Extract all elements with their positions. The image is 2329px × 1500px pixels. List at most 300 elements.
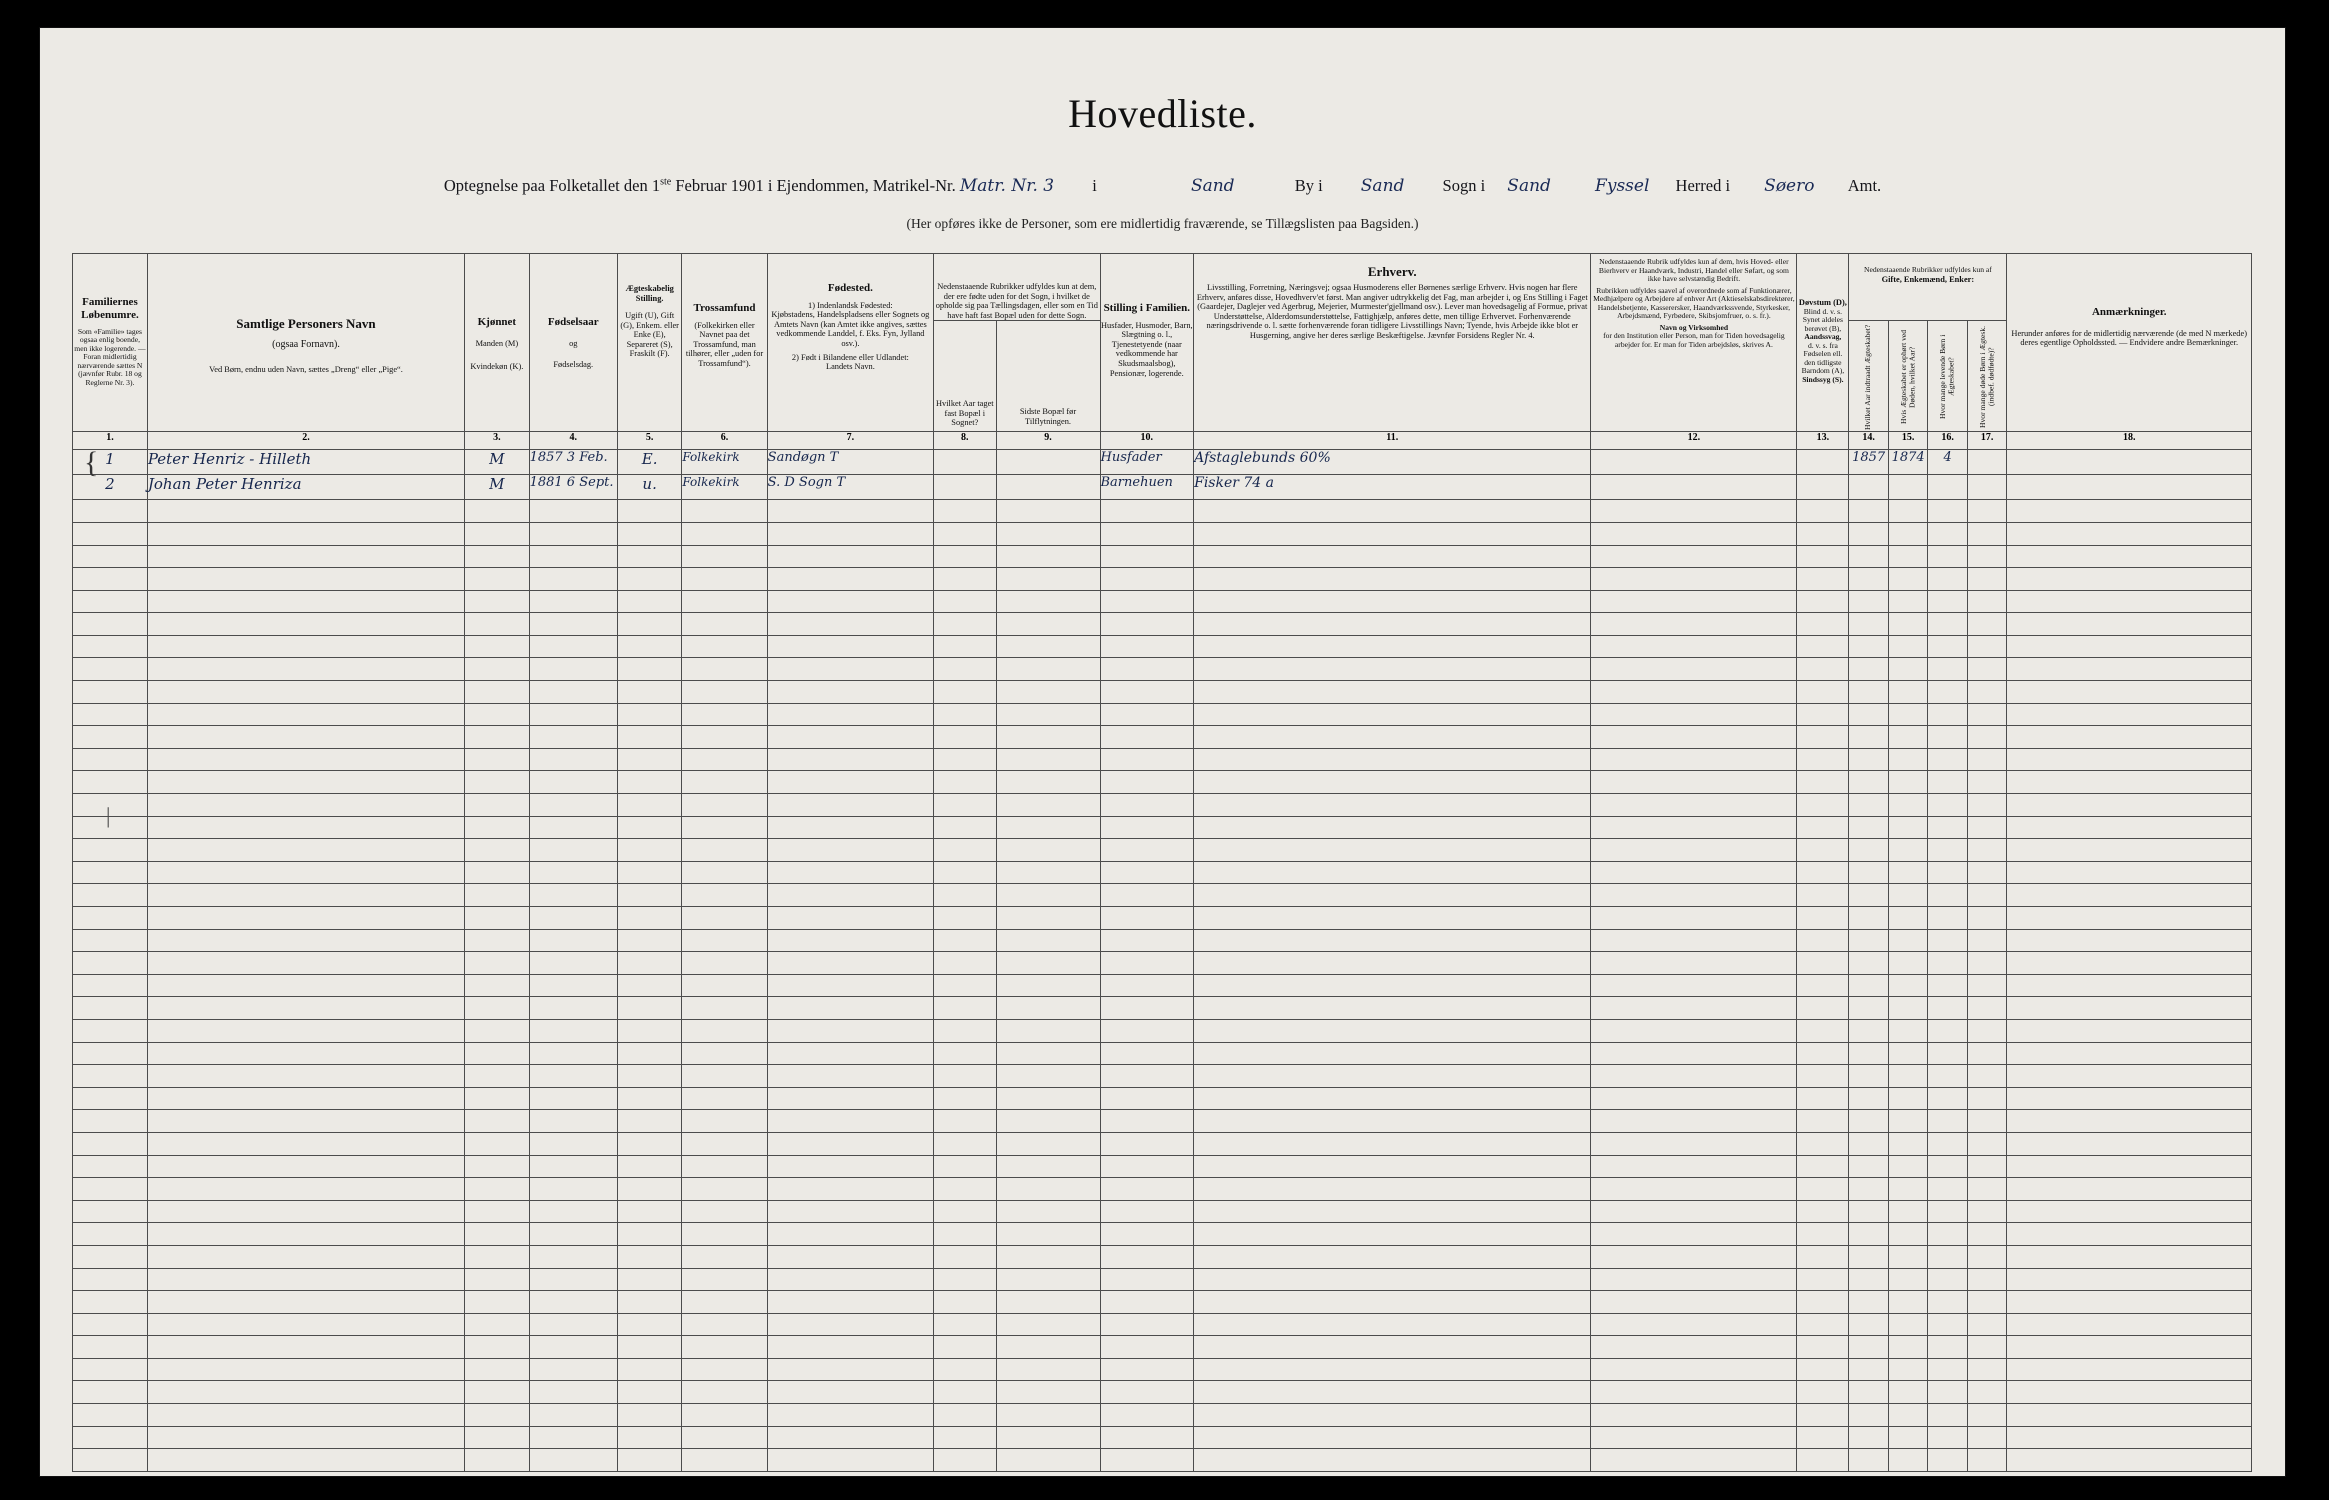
blank-cell	[1591, 568, 1797, 591]
blank-cell	[682, 1019, 767, 1042]
blank-cell	[73, 726, 148, 749]
subtitle-mid: Februar 1901 i Ejendommen, Matrikel-Nr.	[675, 176, 956, 195]
blank-cell	[2007, 884, 2252, 907]
blank-cell	[529, 1132, 617, 1155]
blank-row	[73, 1200, 2252, 1223]
blank-cell	[767, 1313, 933, 1336]
blank-cell	[2007, 1336, 2252, 1359]
blank-row	[73, 1336, 2252, 1359]
blank-cell	[1194, 1245, 1591, 1268]
blank-cell	[934, 590, 996, 613]
subtitle-byi: By i	[1294, 176, 1323, 195]
blank-cell	[1849, 1245, 1889, 1268]
blank-cell	[1591, 884, 1797, 907]
blank-cell	[1100, 1313, 1194, 1336]
blank-cell	[996, 1178, 1100, 1201]
blank-cell	[73, 1449, 148, 1472]
blank-row	[73, 1268, 2252, 1291]
blank-cell	[996, 997, 1100, 1020]
blank-row	[73, 1291, 2252, 1314]
col-header-4: Fødselsaar og Fødselsdag.	[529, 254, 617, 432]
blank-cell	[147, 748, 464, 771]
blank-cell	[2007, 1291, 2252, 1314]
blank-cell	[529, 839, 617, 862]
blank-cell	[1888, 884, 1928, 907]
blank-cell	[529, 1358, 617, 1381]
blank-cell	[1591, 1155, 1797, 1178]
blank-cell	[1194, 839, 1591, 862]
blank-cell	[465, 1178, 529, 1201]
blank-cell	[1591, 613, 1797, 636]
row-year-moved	[934, 475, 996, 500]
blank-cell	[1888, 1245, 1928, 1268]
row-name: Peter Henriz - Hilleth	[147, 450, 464, 475]
row-marriage-year	[1849, 475, 1889, 500]
blank-cell	[1591, 1087, 1797, 1110]
blank-cell	[767, 1178, 933, 1201]
blank-cell	[1888, 613, 1928, 636]
blank-cell	[1888, 794, 1928, 817]
colnum-9: 9.	[996, 432, 1100, 450]
blank-cell	[1928, 997, 1968, 1020]
blank-cell	[1849, 1404, 1889, 1427]
blank-cell	[1928, 748, 1968, 771]
blank-cell	[1888, 952, 1928, 975]
blank-cell	[1100, 907, 1194, 930]
blank-cell	[1194, 1155, 1591, 1178]
blank-row	[73, 1087, 2252, 1110]
blank-cell	[529, 1065, 617, 1088]
page-title: Hovedliste.	[1068, 91, 1257, 136]
blank-cell	[1928, 771, 1968, 794]
blank-cell	[1967, 1291, 2007, 1314]
blank-cell	[1967, 568, 2007, 591]
blank-cell	[682, 748, 767, 771]
blank-cell	[682, 907, 767, 930]
blank-cell	[465, 703, 529, 726]
blank-cell	[1591, 658, 1797, 681]
blank-row	[73, 748, 2252, 771]
blank-cell	[767, 1404, 933, 1427]
blank-cell	[465, 1019, 529, 1042]
blank-cell	[73, 839, 148, 862]
blank-row	[73, 929, 2252, 952]
blank-cell	[1591, 590, 1797, 613]
blank-cell	[73, 681, 148, 704]
blank-cell	[1797, 952, 1849, 975]
blank-cell	[147, 839, 464, 862]
col-header-6: Trossamfund (Folkekirken eller Navnet paa det Trossamfund, man tilhører, eller „uden for Trossamfund“).	[682, 254, 767, 432]
blank-cell	[1888, 1223, 1928, 1246]
blank-cell	[1100, 1268, 1194, 1291]
blank-cell	[1928, 929, 1968, 952]
blank-cell	[934, 545, 996, 568]
blank-cell	[1849, 816, 1889, 839]
blank-cell	[1194, 1268, 1591, 1291]
blank-cell	[996, 1358, 1100, 1381]
blank-cell	[767, 1019, 933, 1042]
col-header-1417-intro: Nedenstaaende Rubrikker udfyldes kun af Gifte, Enkemænd, Enker:	[1849, 254, 2007, 321]
blank-cell	[465, 1223, 529, 1246]
blank-cell	[682, 726, 767, 749]
blank-cell	[934, 1291, 996, 1314]
blank-cell	[1888, 500, 1928, 523]
blank-cell	[617, 1042, 681, 1065]
blank-cell	[767, 1042, 933, 1065]
blank-cell	[1100, 635, 1194, 658]
blank-cell	[996, 613, 1100, 636]
blank-cell	[529, 1291, 617, 1314]
blank-cell	[147, 703, 464, 726]
blank-cell	[2007, 997, 2252, 1020]
blank-cell	[767, 907, 933, 930]
blank-cell	[1928, 590, 1968, 613]
blank-cell	[1928, 1336, 1968, 1359]
blank-cell	[1967, 545, 2007, 568]
blank-cell	[682, 500, 767, 523]
blank-cell	[529, 861, 617, 884]
blank-row	[73, 545, 2252, 568]
blank-cell	[1194, 929, 1591, 952]
col-header-7: Fødested. 1) Indenlandsk Fødested: Kjøbstadens, Handelspladsens eller Sognets og Amtets Navn (kan Amtet ikke angives, sættes vedkommende Landdel, f. Eks. Fyn, Jylland osv.). 2) Født i Bilandene eller Udlandet: Landets Navn.	[767, 254, 933, 432]
blank-cell	[465, 1132, 529, 1155]
blank-cell	[1797, 522, 1849, 545]
blank-cell	[1967, 681, 2007, 704]
blank-cell	[682, 613, 767, 636]
blank-cell	[767, 1336, 933, 1359]
blank-cell	[767, 1426, 933, 1449]
blank-cell	[529, 1042, 617, 1065]
blank-cell	[682, 997, 767, 1020]
blank-cell	[996, 1404, 1100, 1427]
blank-cell	[529, 794, 617, 817]
blank-cell	[682, 1200, 767, 1223]
blank-cell	[147, 1087, 464, 1110]
blank-cell	[2007, 500, 2252, 523]
blank-cell	[934, 681, 996, 704]
blank-cell	[1928, 1426, 1968, 1449]
blank-cell	[1100, 522, 1194, 545]
blank-cell	[767, 1200, 933, 1223]
blank-cell	[1849, 1110, 1889, 1133]
blank-cell	[996, 1245, 1100, 1268]
blank-cell	[1967, 1245, 2007, 1268]
blank-cell	[73, 1426, 148, 1449]
blank-cell	[1888, 974, 1928, 997]
blank-cell	[529, 907, 617, 930]
blank-cell	[73, 613, 148, 636]
blank-cell	[1591, 1336, 1797, 1359]
blank-cell	[2007, 1042, 2252, 1065]
blank-cell	[996, 1132, 1100, 1155]
blank-cell	[767, 929, 933, 952]
blank-row	[73, 952, 2252, 975]
blank-cell	[682, 1358, 767, 1381]
blank-cell	[1967, 1358, 2007, 1381]
blank-cell	[1100, 1426, 1194, 1449]
blank-cell	[529, 635, 617, 658]
blank-cell	[1591, 1132, 1797, 1155]
blank-cell	[682, 952, 767, 975]
blank-cell	[1849, 861, 1889, 884]
blank-cell	[1194, 568, 1591, 591]
blank-cell	[1888, 1065, 1928, 1088]
blank-cell	[934, 997, 996, 1020]
blank-row	[73, 1245, 2252, 1268]
blank-cell	[1928, 1291, 1968, 1314]
blank-cell	[1888, 568, 1928, 591]
blank-cell	[2007, 1426, 2252, 1449]
blank-cell	[529, 522, 617, 545]
blank-cell	[1967, 1155, 2007, 1178]
blank-cell	[996, 1155, 1100, 1178]
col-header-14: Hvilket Aar indtraadt Ægteskabet?	[1849, 321, 1889, 432]
blank-cell	[1849, 1291, 1889, 1314]
blank-cell	[465, 590, 529, 613]
blank-cell	[996, 1110, 1100, 1133]
blank-cell	[1194, 1336, 1591, 1359]
blank-cell	[465, 613, 529, 636]
blank-cell	[1888, 681, 1928, 704]
blank-cell	[617, 658, 681, 681]
row-employer	[1591, 450, 1797, 475]
blank-cell	[465, 1065, 529, 1088]
blank-cell	[1194, 952, 1591, 975]
blank-cell	[1797, 658, 1849, 681]
blank-cell	[2007, 568, 2252, 591]
blank-cell	[1967, 907, 2007, 930]
blank-cell	[1797, 726, 1849, 749]
blank-cell	[682, 1268, 767, 1291]
blank-cell	[996, 635, 1100, 658]
blank-cell	[767, 1223, 933, 1246]
blank-cell	[934, 703, 996, 726]
blank-cell	[1194, 1223, 1591, 1246]
blank-cell	[1100, 568, 1194, 591]
blank-cell	[1967, 1336, 2007, 1359]
blank-cell	[2007, 771, 2252, 794]
blank-cell	[1888, 1313, 1928, 1336]
blank-cell	[1888, 1426, 1928, 1449]
blank-cell	[934, 1042, 996, 1065]
blank-cell	[767, 1110, 933, 1133]
blank-cell	[1591, 952, 1797, 975]
blank-cell	[617, 884, 681, 907]
blank-cell	[1888, 771, 1928, 794]
blank-cell	[1591, 771, 1797, 794]
blank-cell	[617, 635, 681, 658]
blank-cell	[1591, 1245, 1797, 1268]
blank-cell	[73, 997, 148, 1020]
blank-cell	[147, 861, 464, 884]
blank-cell	[147, 681, 464, 704]
blank-cell	[1100, 1110, 1194, 1133]
blank-cell	[1967, 997, 2007, 1020]
blank-cell	[529, 1155, 617, 1178]
blank-cell	[1849, 1223, 1889, 1246]
blank-cell	[1100, 1155, 1194, 1178]
blank-cell	[529, 997, 617, 1020]
blank-cell	[73, 748, 148, 771]
blank-cell	[1888, 1449, 1928, 1472]
blank-cell	[1967, 635, 2007, 658]
blank-cell	[1797, 635, 1849, 658]
blank-cell	[529, 748, 617, 771]
blank-cell	[934, 1200, 996, 1223]
blank-cell	[617, 590, 681, 613]
blank-cell	[465, 884, 529, 907]
blank-cell	[1928, 952, 1968, 975]
blank-cell	[996, 726, 1100, 749]
by-handwritten: Sand	[1360, 176, 1405, 196]
blank-cell	[996, 861, 1100, 884]
blank-cell	[682, 816, 767, 839]
blank-cell	[617, 1019, 681, 1042]
colnum-1: 1.	[73, 432, 148, 450]
blank-cell	[682, 1313, 767, 1336]
blank-cell	[767, 1358, 933, 1381]
blank-cell	[529, 1449, 617, 1472]
row-children-living	[1928, 475, 1968, 500]
blank-cell	[465, 635, 529, 658]
blank-cell	[1100, 1178, 1194, 1201]
blank-cell	[934, 1426, 996, 1449]
blank-cell	[996, 500, 1100, 523]
col-header-9: Sidste Bopæl før Tilflytningen.	[996, 321, 1100, 432]
blank-cell	[147, 1155, 464, 1178]
col-header-1: Familiernes Løbenumre. Som «Familie» tages ogsaa enlig boende, men ikke logerende. — Foran midlertidig nærværende sættes N (jævnfør Rubr. 18 og Reglerne Nr. 3).	[73, 254, 148, 432]
blank-cell	[934, 1449, 996, 1472]
blank-cell	[73, 1404, 148, 1427]
blank-cell	[1194, 974, 1591, 997]
blank-cell	[682, 590, 767, 613]
blank-cell	[617, 974, 681, 997]
blank-cell	[996, 929, 1100, 952]
blank-cell	[73, 590, 148, 613]
row-family-position: Husfader	[1100, 450, 1194, 475]
blank-cell	[682, 1449, 767, 1472]
blank-cell	[1928, 1268, 1968, 1291]
blank-row	[73, 1110, 2252, 1133]
col-header-5: Ægteskabelig Stilling. Ugift (U), Gift (G), Enkem. eller Enke (E), Separeret (S), Fraskilt (F).	[617, 254, 681, 432]
blank-row	[73, 522, 2252, 545]
blank-row	[73, 974, 2252, 997]
col-header-2: Samtlige Personers Navn (ogsaa Fornavn). Ved Børn, endnu uden Navn, sættes „Dreng“ eller „Pige“.	[147, 254, 464, 432]
blank-cell	[1928, 1132, 1968, 1155]
blank-cell	[147, 1110, 464, 1133]
blank-cell	[934, 1178, 996, 1201]
blank-cell	[617, 1291, 681, 1314]
blank-cell	[2007, 929, 2252, 952]
row-number: 1	[73, 450, 148, 475]
blank-cell	[934, 1087, 996, 1110]
blank-cell	[1591, 1110, 1797, 1133]
blank-cell	[2007, 590, 2252, 613]
blank-row	[73, 681, 2252, 704]
blank-cell	[1849, 884, 1889, 907]
blank-row	[73, 1065, 2252, 1088]
blank-cell	[1928, 861, 1968, 884]
herred-handwritten: Fyssel	[1595, 176, 1650, 196]
paper-background	[40, 28, 2285, 1476]
blank-cell	[2007, 794, 2252, 817]
col-header-10: Stilling i Familien. Husfader, Husmoder, Barn, Slægtning o. l., Tjenestetyende (naar vedkommende har Skudsmaalsbog), Pensionær, logerende.	[1100, 254, 1194, 432]
gaard-handwritten: Sand	[1190, 176, 1235, 196]
col-header-15: Hvis Ægteskabet er ophørt ved Døden, hvilket Aar?	[1888, 321, 1928, 432]
blank-cell	[2007, 1132, 2252, 1155]
blank-row	[73, 1381, 2252, 1404]
page-note: (Her opføres ikke de Personer, som ere midlertidig fraværende, se Tillægslisten paa Bagsiden.)	[906, 216, 1419, 231]
blank-cell	[682, 771, 767, 794]
blank-cell	[1797, 1404, 1849, 1427]
blank-cell	[1888, 1132, 1928, 1155]
blank-cell	[2007, 839, 2252, 862]
colnum-4: 4.	[529, 432, 617, 450]
blank-cell	[1888, 1087, 1928, 1110]
blank-cell	[1967, 1178, 2007, 1201]
blank-cell	[1967, 952, 2007, 975]
blank-cell	[529, 974, 617, 997]
blank-cell	[465, 1268, 529, 1291]
blank-cell	[934, 816, 996, 839]
blank-cell	[682, 1042, 767, 1065]
blank-cell	[1194, 1132, 1591, 1155]
blank-cell	[1967, 1087, 2007, 1110]
blank-cell	[1967, 726, 2007, 749]
blank-cell	[934, 839, 996, 862]
blank-row	[73, 794, 2252, 817]
blank-cell	[1888, 997, 1928, 1020]
blank-cell	[73, 1313, 148, 1336]
blank-cell	[1888, 1336, 1928, 1359]
blank-cell	[2007, 658, 2252, 681]
blank-cell	[1888, 1019, 1928, 1042]
blank-cell	[73, 1245, 148, 1268]
blank-cell	[1928, 500, 1968, 523]
blank-cell	[1967, 884, 2007, 907]
blank-cell	[1928, 635, 1968, 658]
blank-cell	[1100, 816, 1194, 839]
blank-cell	[1100, 974, 1194, 997]
blank-cell	[1967, 1404, 2007, 1427]
blank-cell	[1967, 771, 2007, 794]
blank-cell	[1194, 726, 1591, 749]
blank-cell	[1849, 726, 1889, 749]
blank-cell	[767, 861, 933, 884]
blank-cell	[934, 658, 996, 681]
blank-cell	[73, 974, 148, 997]
blank-cell	[1797, 839, 1849, 862]
blank-cell	[1928, 1087, 1968, 1110]
blank-cell	[465, 1336, 529, 1359]
blank-cell	[2007, 545, 2252, 568]
blank-cell	[2007, 1245, 2252, 1268]
blank-cell	[934, 974, 996, 997]
blank-cell	[1888, 907, 1928, 930]
blank-cell	[529, 1426, 617, 1449]
blank-cell	[1888, 545, 1928, 568]
blank-cell	[1194, 794, 1591, 817]
blank-row	[73, 726, 2252, 749]
blank-cell	[147, 997, 464, 1020]
blank-cell	[1797, 1381, 1849, 1404]
blank-cell	[1591, 726, 1797, 749]
blank-cell	[1591, 1178, 1797, 1201]
blank-cell	[1591, 1313, 1797, 1336]
blank-cell	[1967, 748, 2007, 771]
blank-cell	[682, 839, 767, 862]
blank-cell	[465, 1245, 529, 1268]
